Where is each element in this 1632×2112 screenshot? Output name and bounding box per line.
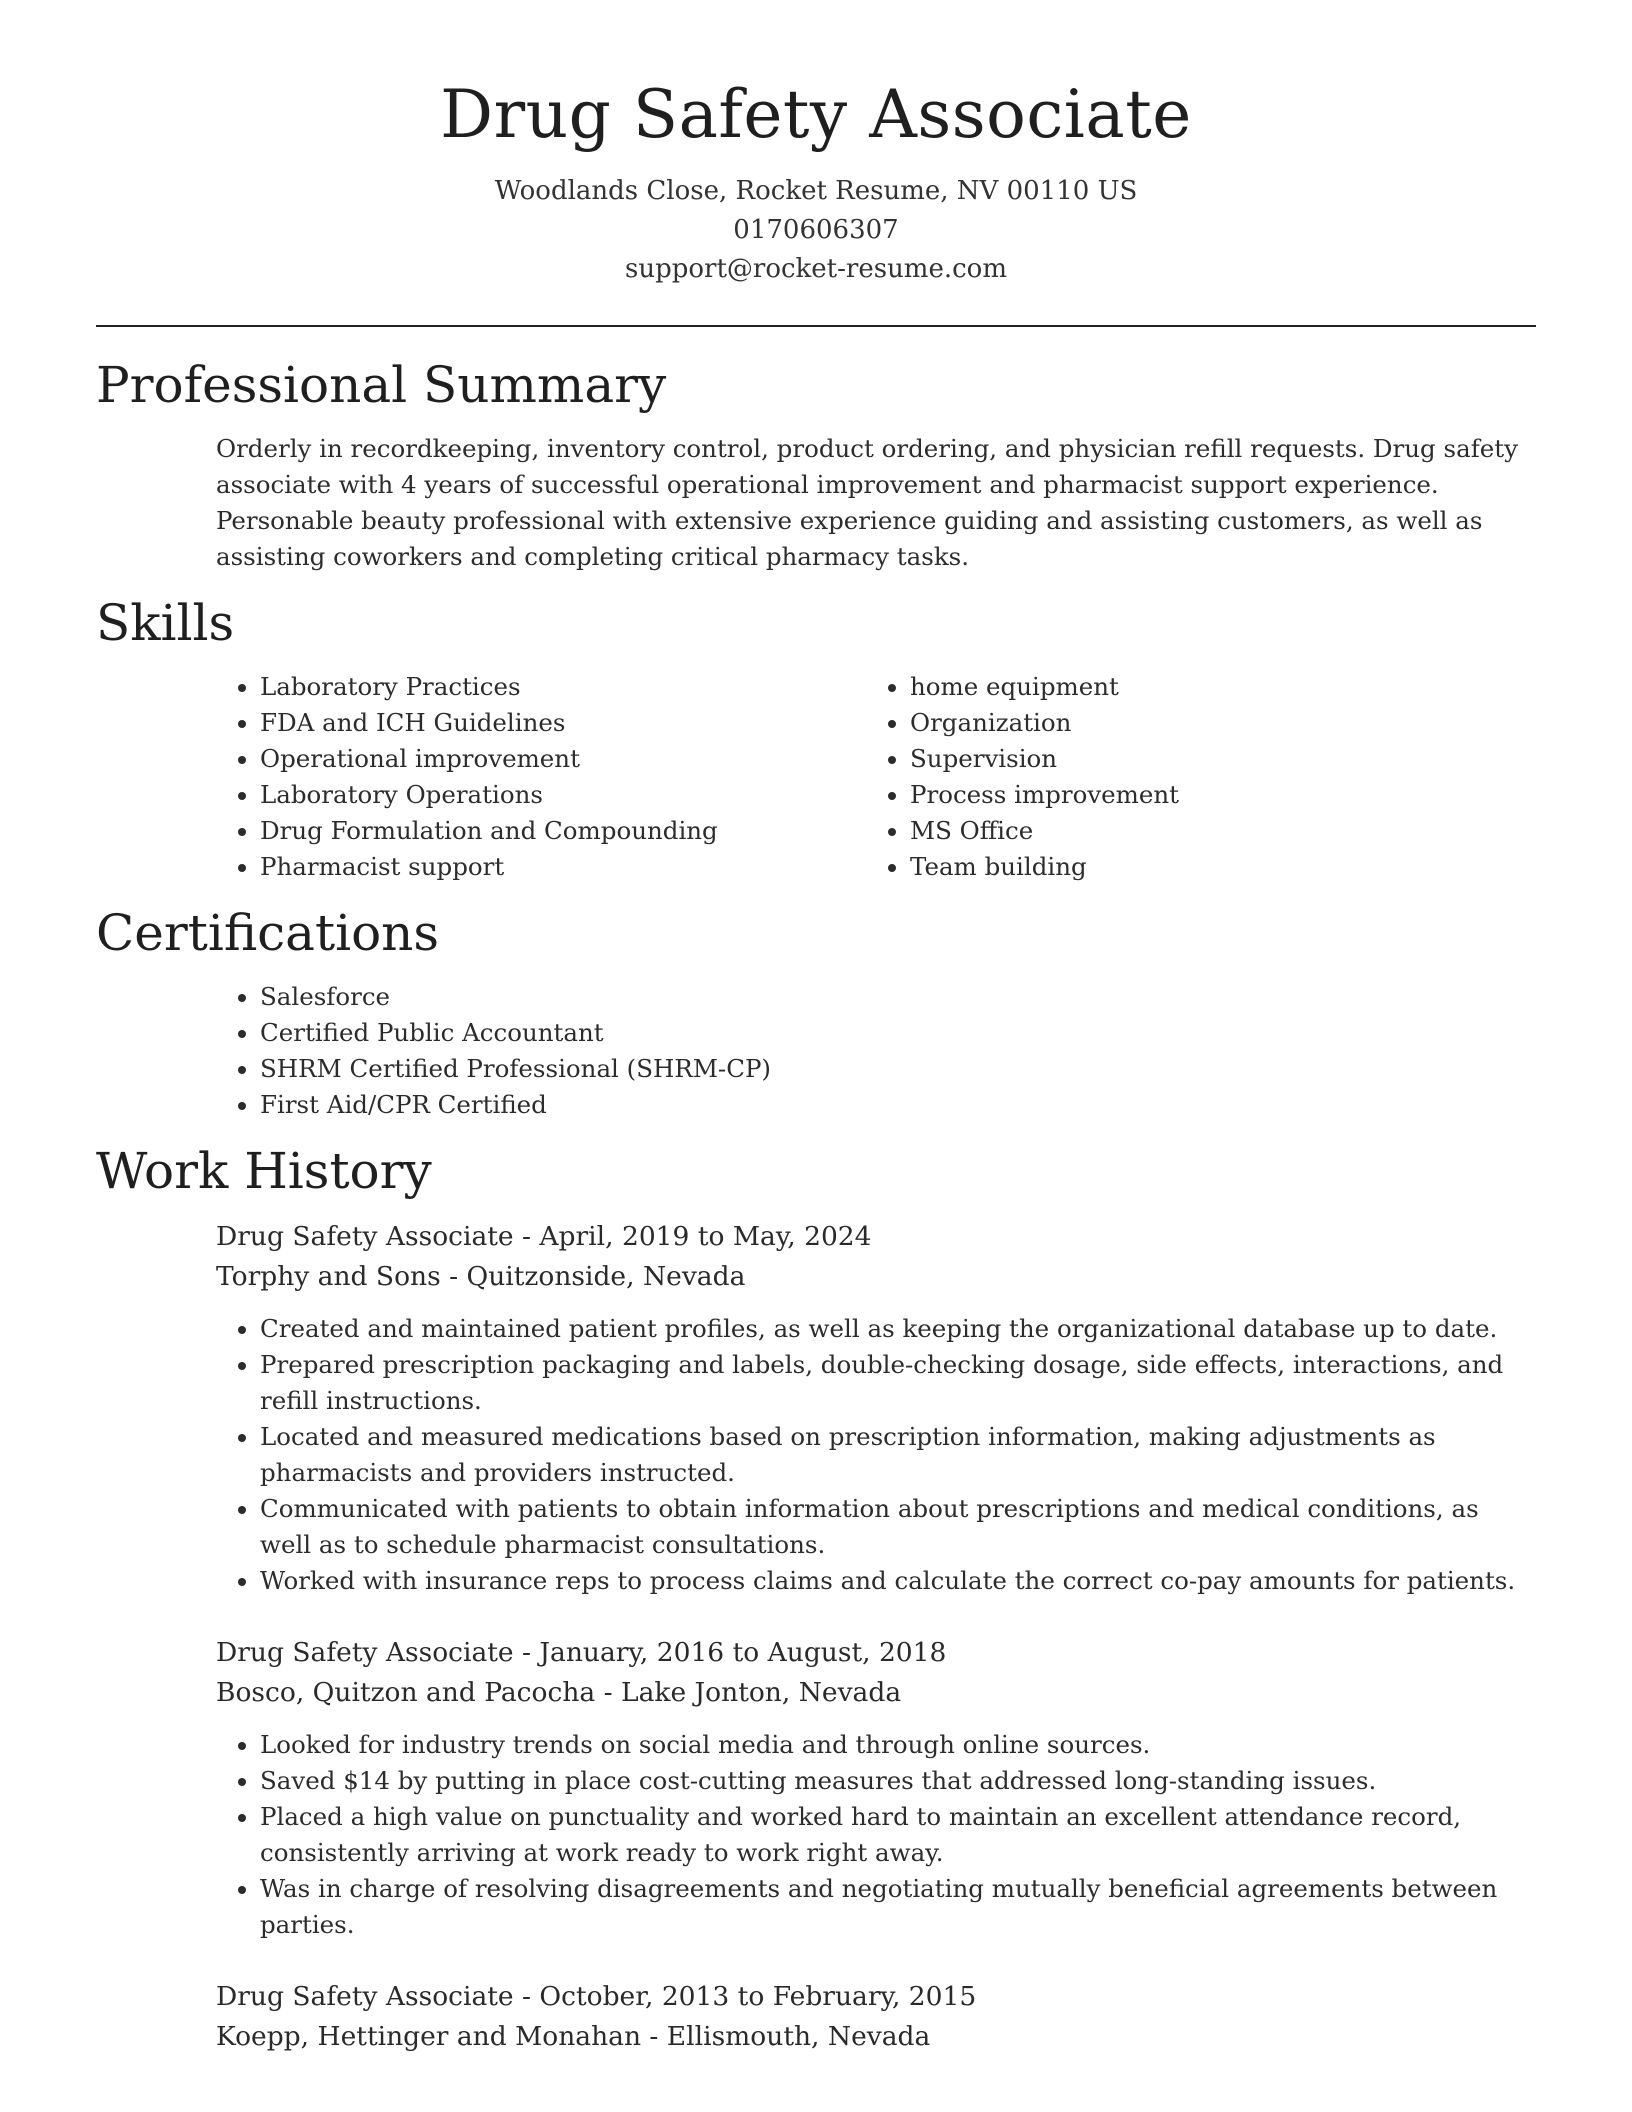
skills-column-left: [216, 669, 866, 885]
skill-item: • Operational improvement: [260, 741, 866, 777]
skill-item: • MS Office: [910, 813, 1516, 849]
job-title-line: Drug Safety Associate - January, 2016 to August, 2018: [216, 1636, 947, 1668]
job-duty-item: • Worked with insurance reps to process claims and calculate the correct co-pay amounts for patients.: [260, 1563, 1536, 1599]
resume-header: [96, 78, 1536, 289]
skill-item: • home equipment: [910, 669, 1516, 705]
job-duty-item: • Located and measured medications based on prescription information, making adjustments as pharmacists and providers instructed.: [260, 1419, 1536, 1491]
job-duty-item: • Prepared prescription packaging and labels, double-checking dosage, side effects, interactions, and refill instructions.: [260, 1347, 1536, 1419]
summary-heading: Professional Summary: [96, 355, 667, 414]
certification-item: • SHRM Certified Professional (SHRM-CP): [260, 1051, 1536, 1087]
skill-item: • Pharmacist support: [260, 849, 866, 885]
certification-item: • Certified Public Accountant: [260, 1015, 1536, 1051]
summary-text: Orderly in recordkeeping, inventory control, product ordering, and physician refill requests. Drug safety associate with 4 years of successful operational improvement and pharmacist support experience. Personable beauty professional with extensive experience guiding and assisting customers, as well as assisting coworkers and completing critical pharmacy tasks.: [216, 433, 1518, 571]
certification-item: • First Aid/CPR Certified: [260, 1087, 1536, 1123]
skill-item: • Process improvement: [910, 777, 1516, 813]
certifications-heading: Certifications: [96, 903, 440, 962]
job-duty-item: • Was in charge of resolving disagreements and negotiating mutually beneficial agreements between parties.: [260, 1871, 1536, 1943]
job-duties-list: [216, 1727, 1536, 1943]
certifications-list-wrap: [216, 979, 1536, 1123]
skill-item: • Supervision: [910, 741, 1516, 777]
job-duty-item: • Created and maintained patient profiles, as well as keeping the organizational database up to date.: [260, 1311, 1536, 1347]
job-company-line: Torphy and Sons - Quitzonside, Nevada: [216, 1260, 746, 1292]
job-duty-item: • Looked for industry trends on social media and through online sources.: [260, 1727, 1536, 1763]
contact-phone: 0170606307: [733, 214, 899, 245]
job-entry: [216, 1633, 1536, 1943]
summary-section: [96, 355, 1536, 575]
job-title-line: Drug Safety Associate - October, 2013 to February, 2015: [216, 1980, 977, 2012]
job-company-line: Bosco, Quitzon and Pacocha - Lake Jonton, Nevada: [216, 1676, 902, 1708]
contact-email: support@rocket-resume.com: [624, 253, 1007, 284]
skill-item: • FDA and ICH Guidelines: [260, 705, 866, 741]
certification-item: • Salesforce: [260, 979, 1536, 1015]
skills-column-right: [866, 669, 1516, 885]
work-history-section: [96, 1141, 1536, 2057]
skill-item: • Laboratory Operations: [260, 777, 866, 813]
candidate-name: Drug Safety Associate: [440, 76, 1192, 153]
certifications-section: [96, 903, 1536, 1123]
skills-list-left: [216, 669, 866, 885]
skill-item: • Team building: [910, 849, 1516, 885]
job-company-line: Koepp, Hettinger and Monahan - Ellismouth, Nevada: [216, 2020, 931, 2052]
job-duties-list: [216, 1311, 1536, 1599]
job-entry: [216, 1977, 1536, 2057]
contact-address: Woodlands Close, Rocket Resume, NV 00110 US: [494, 175, 1138, 206]
skill-item: • Drug Formulation and Compounding: [260, 813, 866, 849]
skills-heading: Skills: [96, 593, 235, 652]
job-duty-item: • Placed a high value on punctuality and worked hard to maintain an excellent attendance record, consistently arriving at work ready to work right away.: [260, 1799, 1536, 1871]
work-history-heading: Work History: [96, 1141, 432, 1200]
skill-item: • Organization: [910, 705, 1516, 741]
skills-grid: [216, 669, 1536, 885]
job-entry: [216, 1217, 1536, 1599]
job-duty-item: • Communicated with patients to obtain information about prescriptions and medical conditions, as well as to schedule pharmacist consultations.: [260, 1491, 1536, 1563]
skills-section: [96, 593, 1536, 885]
skills-list-right: [866, 669, 1516, 885]
skill-item: • Laboratory Practices: [260, 669, 866, 705]
certifications-list: [216, 979, 1536, 1123]
job-title-line: Drug Safety Associate - April, 2019 to May, 2024: [216, 1220, 872, 1252]
header-divider: [96, 325, 1536, 327]
job-duty-item: • Saved $14 by putting in place cost-cutting measures that addressed long-standing issues.: [260, 1763, 1536, 1799]
